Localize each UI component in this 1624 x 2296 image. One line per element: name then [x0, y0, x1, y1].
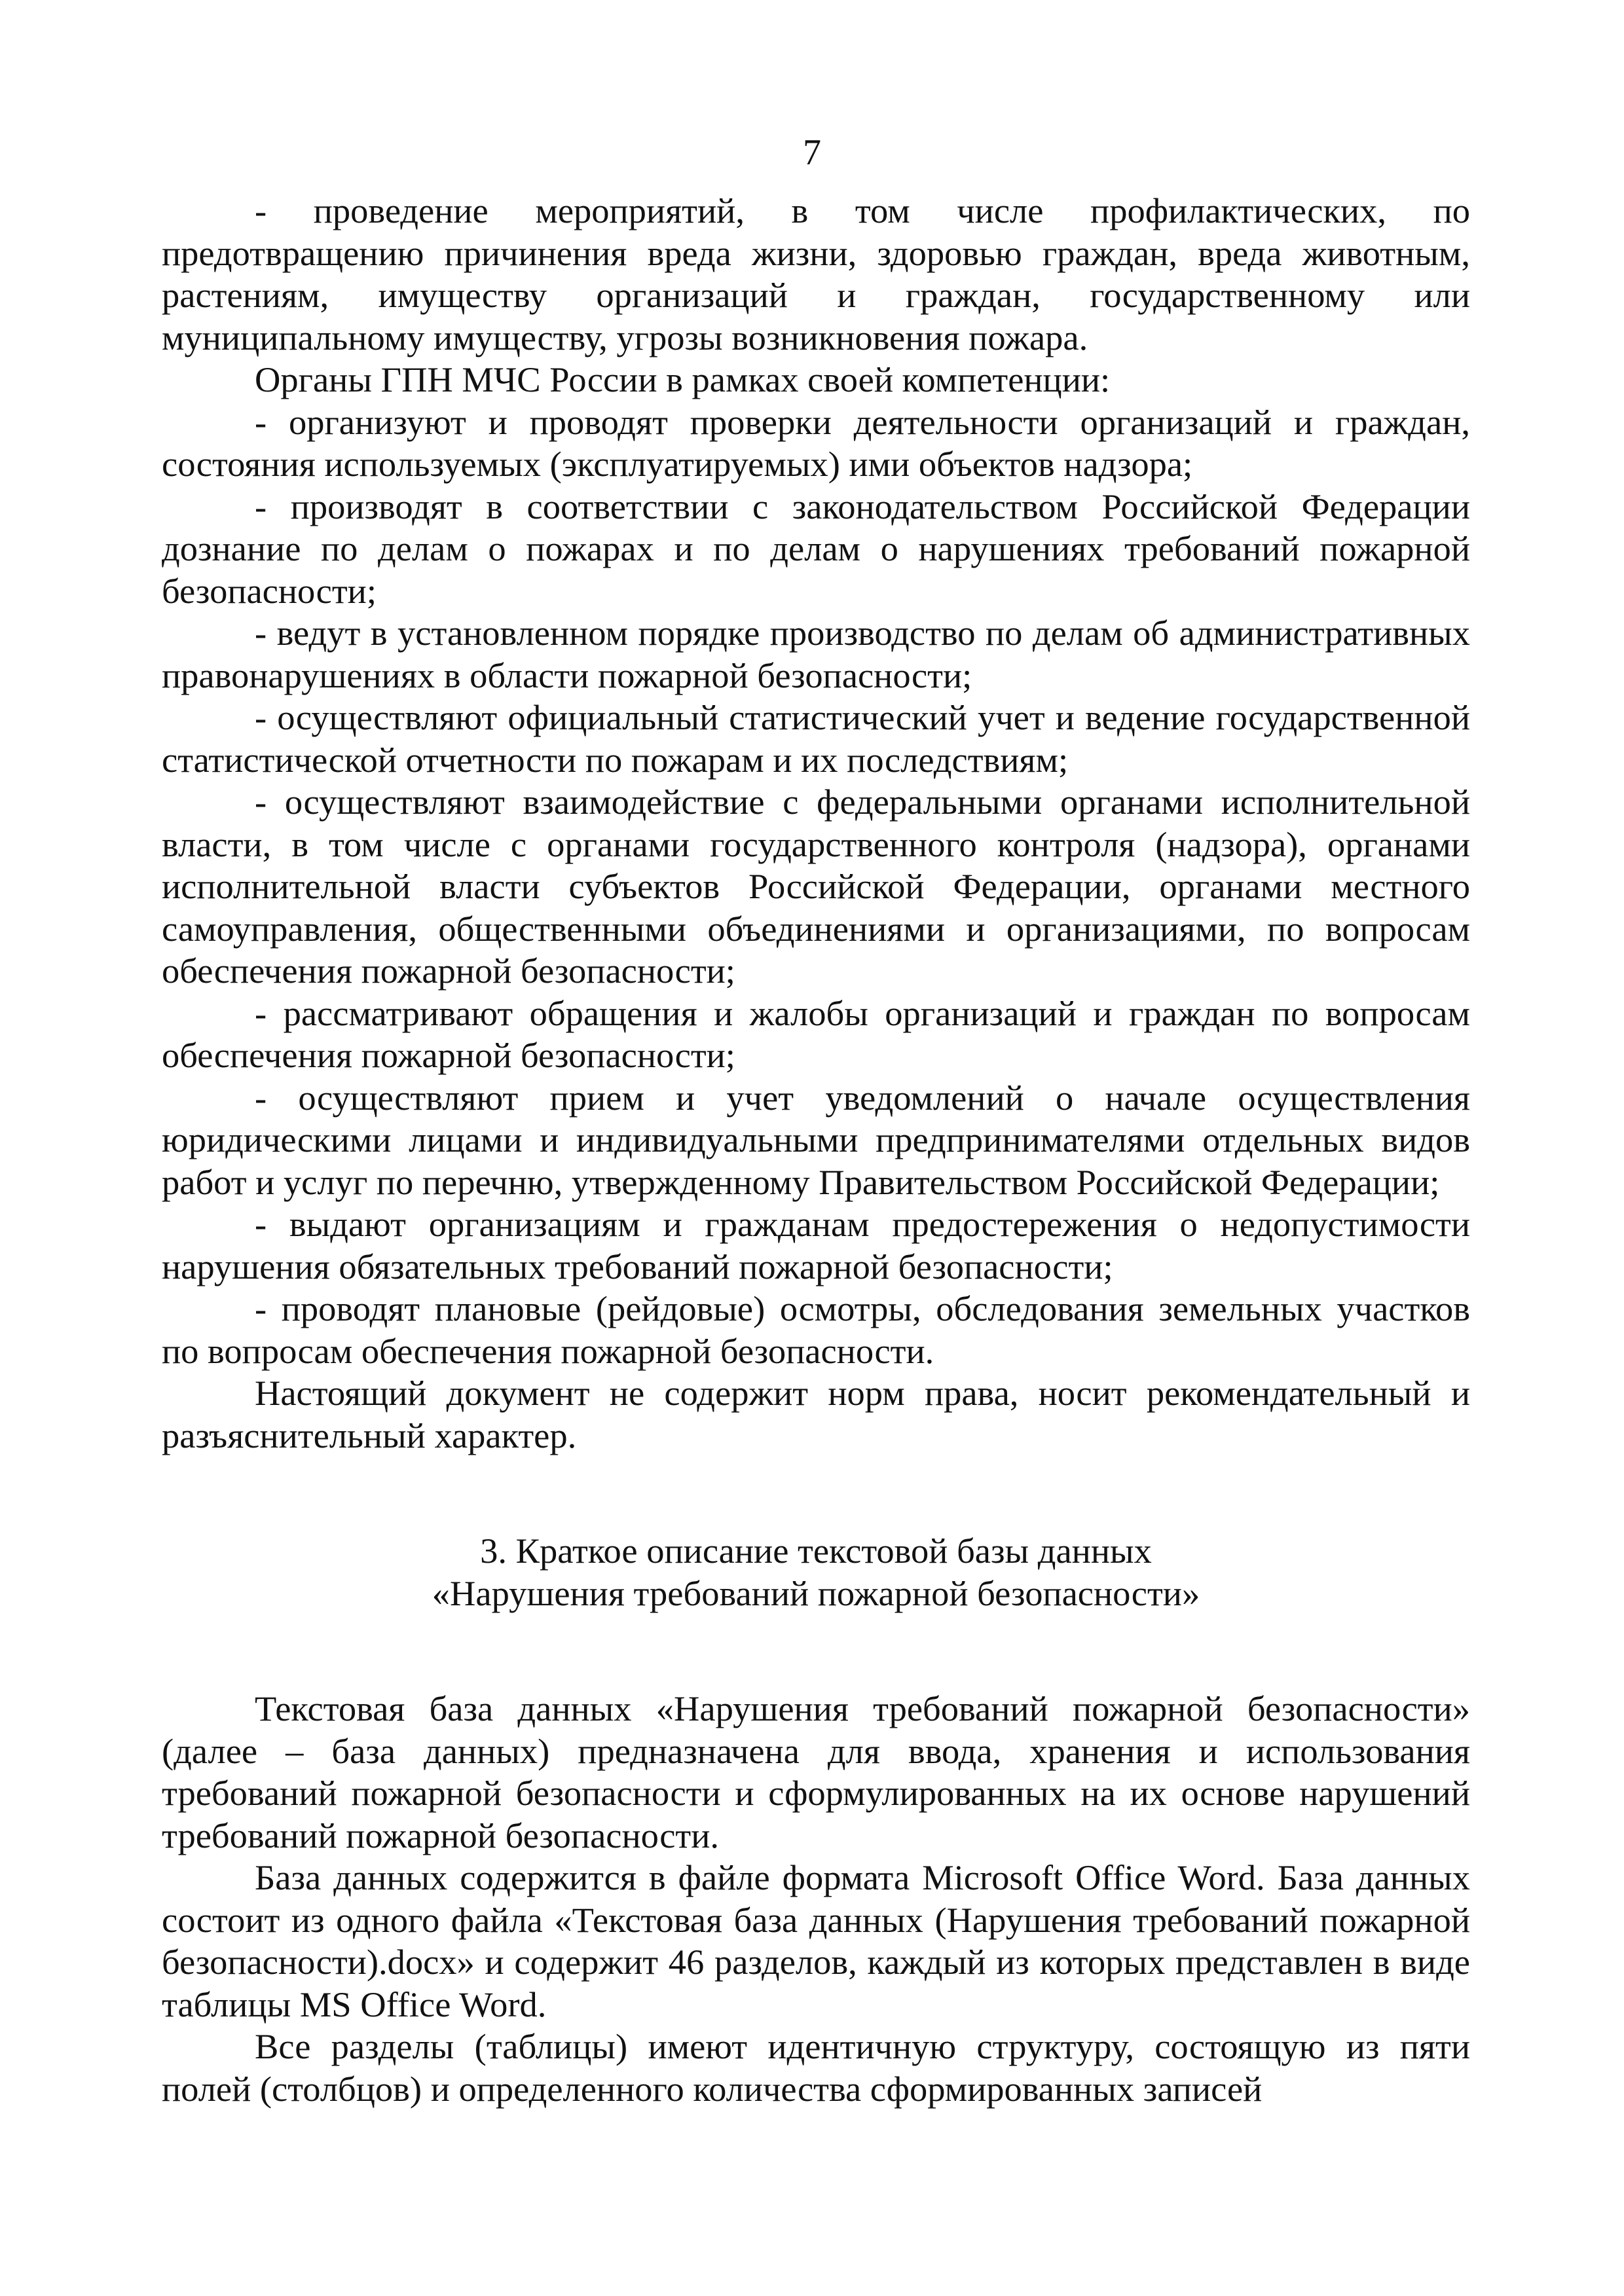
- page-number: 7: [803, 132, 821, 173]
- section-heading: [162, 1530, 1470, 1614]
- list-item: - ведут в установленном порядке производство по делам об административных правонарушениях в области пожарной безопасности;: [162, 613, 1470, 695]
- document-body: [162, 190, 1470, 2110]
- paragraph: Текстовая база данных «Нарушения требований пожарной безопасности» (далее – база данных) предназначена для ввода, хранения и использования требований пожарной безопасности и сформулированных на их основе нарушений требований пожарной безопасности.: [162, 1688, 1470, 1855]
- section-heading-line: «Нарушения требований пожарной безопасности»: [432, 1573, 1200, 1613]
- paragraph: Органы ГПН МЧС России в рамках своей компетенции:: [255, 359, 1111, 399]
- list-item: - выдают организациям и гражданам предостережения о недопустимости нарушения обязательных требований пожарной безопасности;: [162, 1204, 1470, 1286]
- list-item: - организуют и проводят проверки деятельности организаций и граждан, состояния используемых (эксплуатируемых) ими объектов надзора;: [162, 401, 1470, 484]
- section-heading-line: 3. Краткое описание текстовой базы данных: [480, 1531, 1152, 1571]
- paragraph: База данных содержится в файле формата Microsoft Office Word. База данных состоит из одного файла «Текстовая база данных (Нарушения требований пожарной безопасности).docx» и содержит 46 разделов, каждый из которых представлен в виде таблицы MS Office Word.: [162, 1857, 1470, 2024]
- spacer: [162, 1614, 1470, 1688]
- list-item: - осуществляют взаимодействие с федеральными органами исполнительной власти, в том числе с органами государственного контроля (надзора), органами исполнительной власти субъектов Российской Федерации, органами местного самоуправления, общественными объединениями и организациями, по вопросам обеспечения пожарной безопасности;: [162, 782, 1470, 991]
- paragraph: Все разделы (таблицы) имеют идентичную структуру, состоящую из пяти полей (столбцов) и определенного количества сформированных записей: [162, 2026, 1470, 2109]
- list-item: - осуществляют официальный статистический учет и ведение государственной статистической отчетности по пожарам и их последствиям;: [162, 697, 1470, 780]
- paragraph: - проведение мероприятий, в том числе профилактических, по предотвращению причинения вреда жизни, здоровью граждан, вреда животным, растениям, имуществу организаций и граждан, государственному или муниципальному имуществу, угрозы возникновения пожара.: [162, 191, 1470, 357]
- list-item: - осуществляют прием и учет уведомлений о начале осуществления юридическими лицами и индивидуальными предпринимателями отдельных видов работ и услуг по перечню, утвержденному Правительством Российской Федерации;: [162, 1077, 1470, 1202]
- list-item: - проводят плановые (рейдовые) осмотры, обследования земельных участков по вопросам обеспечения пожарной безопасности.: [162, 1288, 1470, 1371]
- spacer: [162, 1457, 1470, 1530]
- paragraph: Настоящий документ не содержит норм права, носит рекомендательный и разъяснительный характер.: [162, 1373, 1470, 1455]
- list-item: - производят в соответствии с законодательством Российской Федерации дознание по делам о пожарах и по делам о нарушениях требований пожарной безопасности;: [162, 486, 1470, 611]
- list-item: - рассматривают обращения и жалобы организаций и граждан по вопросам обеспечения пожарной безопасности;: [162, 993, 1470, 1075]
